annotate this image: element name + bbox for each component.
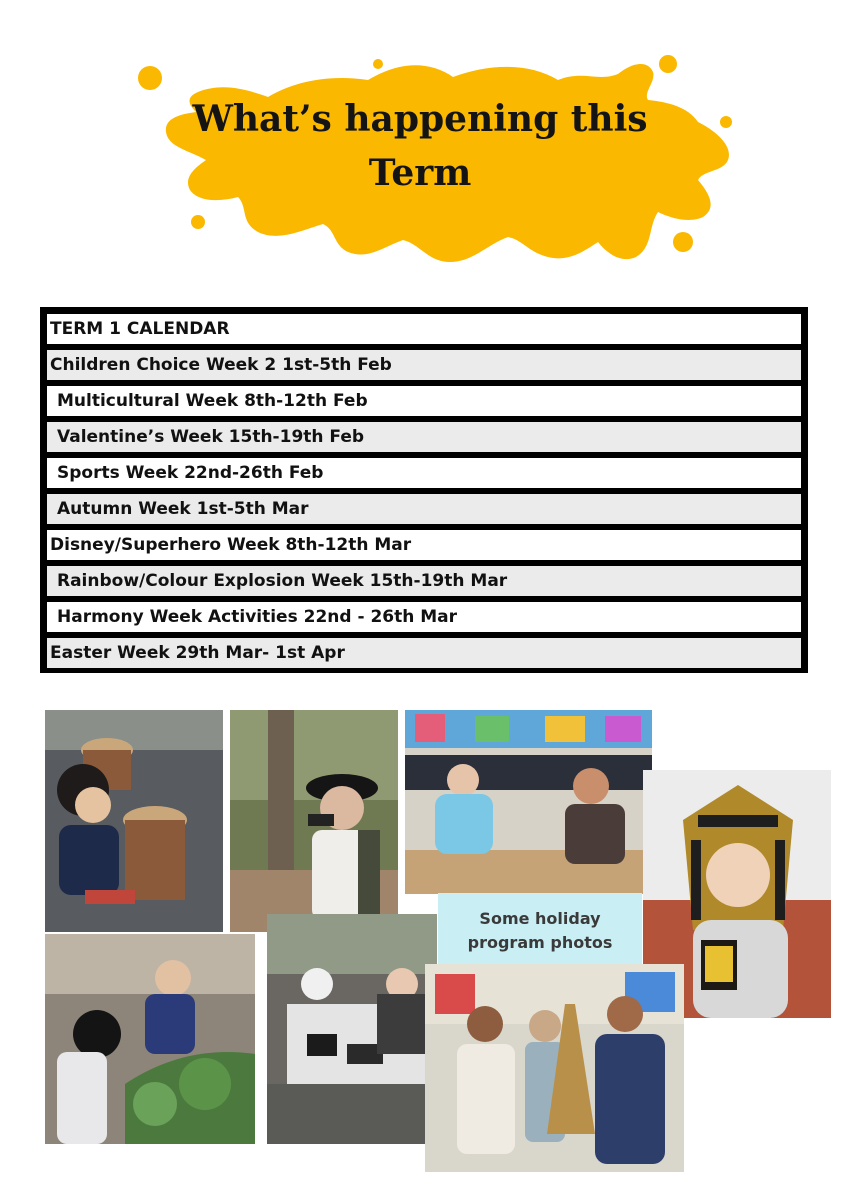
photo-drums bbox=[45, 710, 223, 932]
title-line-2: Term bbox=[368, 152, 472, 194]
photo-binoculars bbox=[230, 710, 398, 932]
photo-caption-box bbox=[438, 893, 642, 969]
title-line-1: What’s happening this bbox=[192, 98, 648, 140]
page-title bbox=[150, 92, 690, 200]
calendar-row: Sports Week 22nd-26th Feb bbox=[47, 458, 801, 488]
photo-classroom-craft bbox=[405, 710, 652, 894]
caption-line-1: Some holiday bbox=[479, 909, 601, 928]
calendar-row: Children Choice Week 2 1st-5th Feb bbox=[47, 350, 801, 380]
calendar-row: Disney/Superhero Week 8th-12th Mar bbox=[47, 530, 801, 560]
calendar-row: Harmony Week Activities 22nd - 26th Mar bbox=[47, 602, 801, 632]
term-calendar-table bbox=[40, 307, 808, 673]
calendar-row: Easter Week 29th Mar- 1st Apr bbox=[47, 638, 801, 668]
calendar-row: Autumn Week 1st-5th Mar bbox=[47, 494, 801, 524]
calendar-row: Valentine’s Week 15th-19th Feb bbox=[47, 422, 801, 452]
photo-art-table bbox=[267, 914, 437, 1144]
photo-eiffel-tower-craft bbox=[425, 964, 684, 1172]
calendar-row: Multicultural Week 8th-12th Feb bbox=[47, 386, 801, 416]
caption-line-2: program photos bbox=[467, 933, 613, 952]
calendar-row: Rainbow/Colour Explosion Week 15th-19th Mar bbox=[47, 566, 801, 596]
photo-garden bbox=[45, 934, 255, 1144]
calendar-header-row: TERM 1 CALENDAR bbox=[47, 314, 801, 344]
